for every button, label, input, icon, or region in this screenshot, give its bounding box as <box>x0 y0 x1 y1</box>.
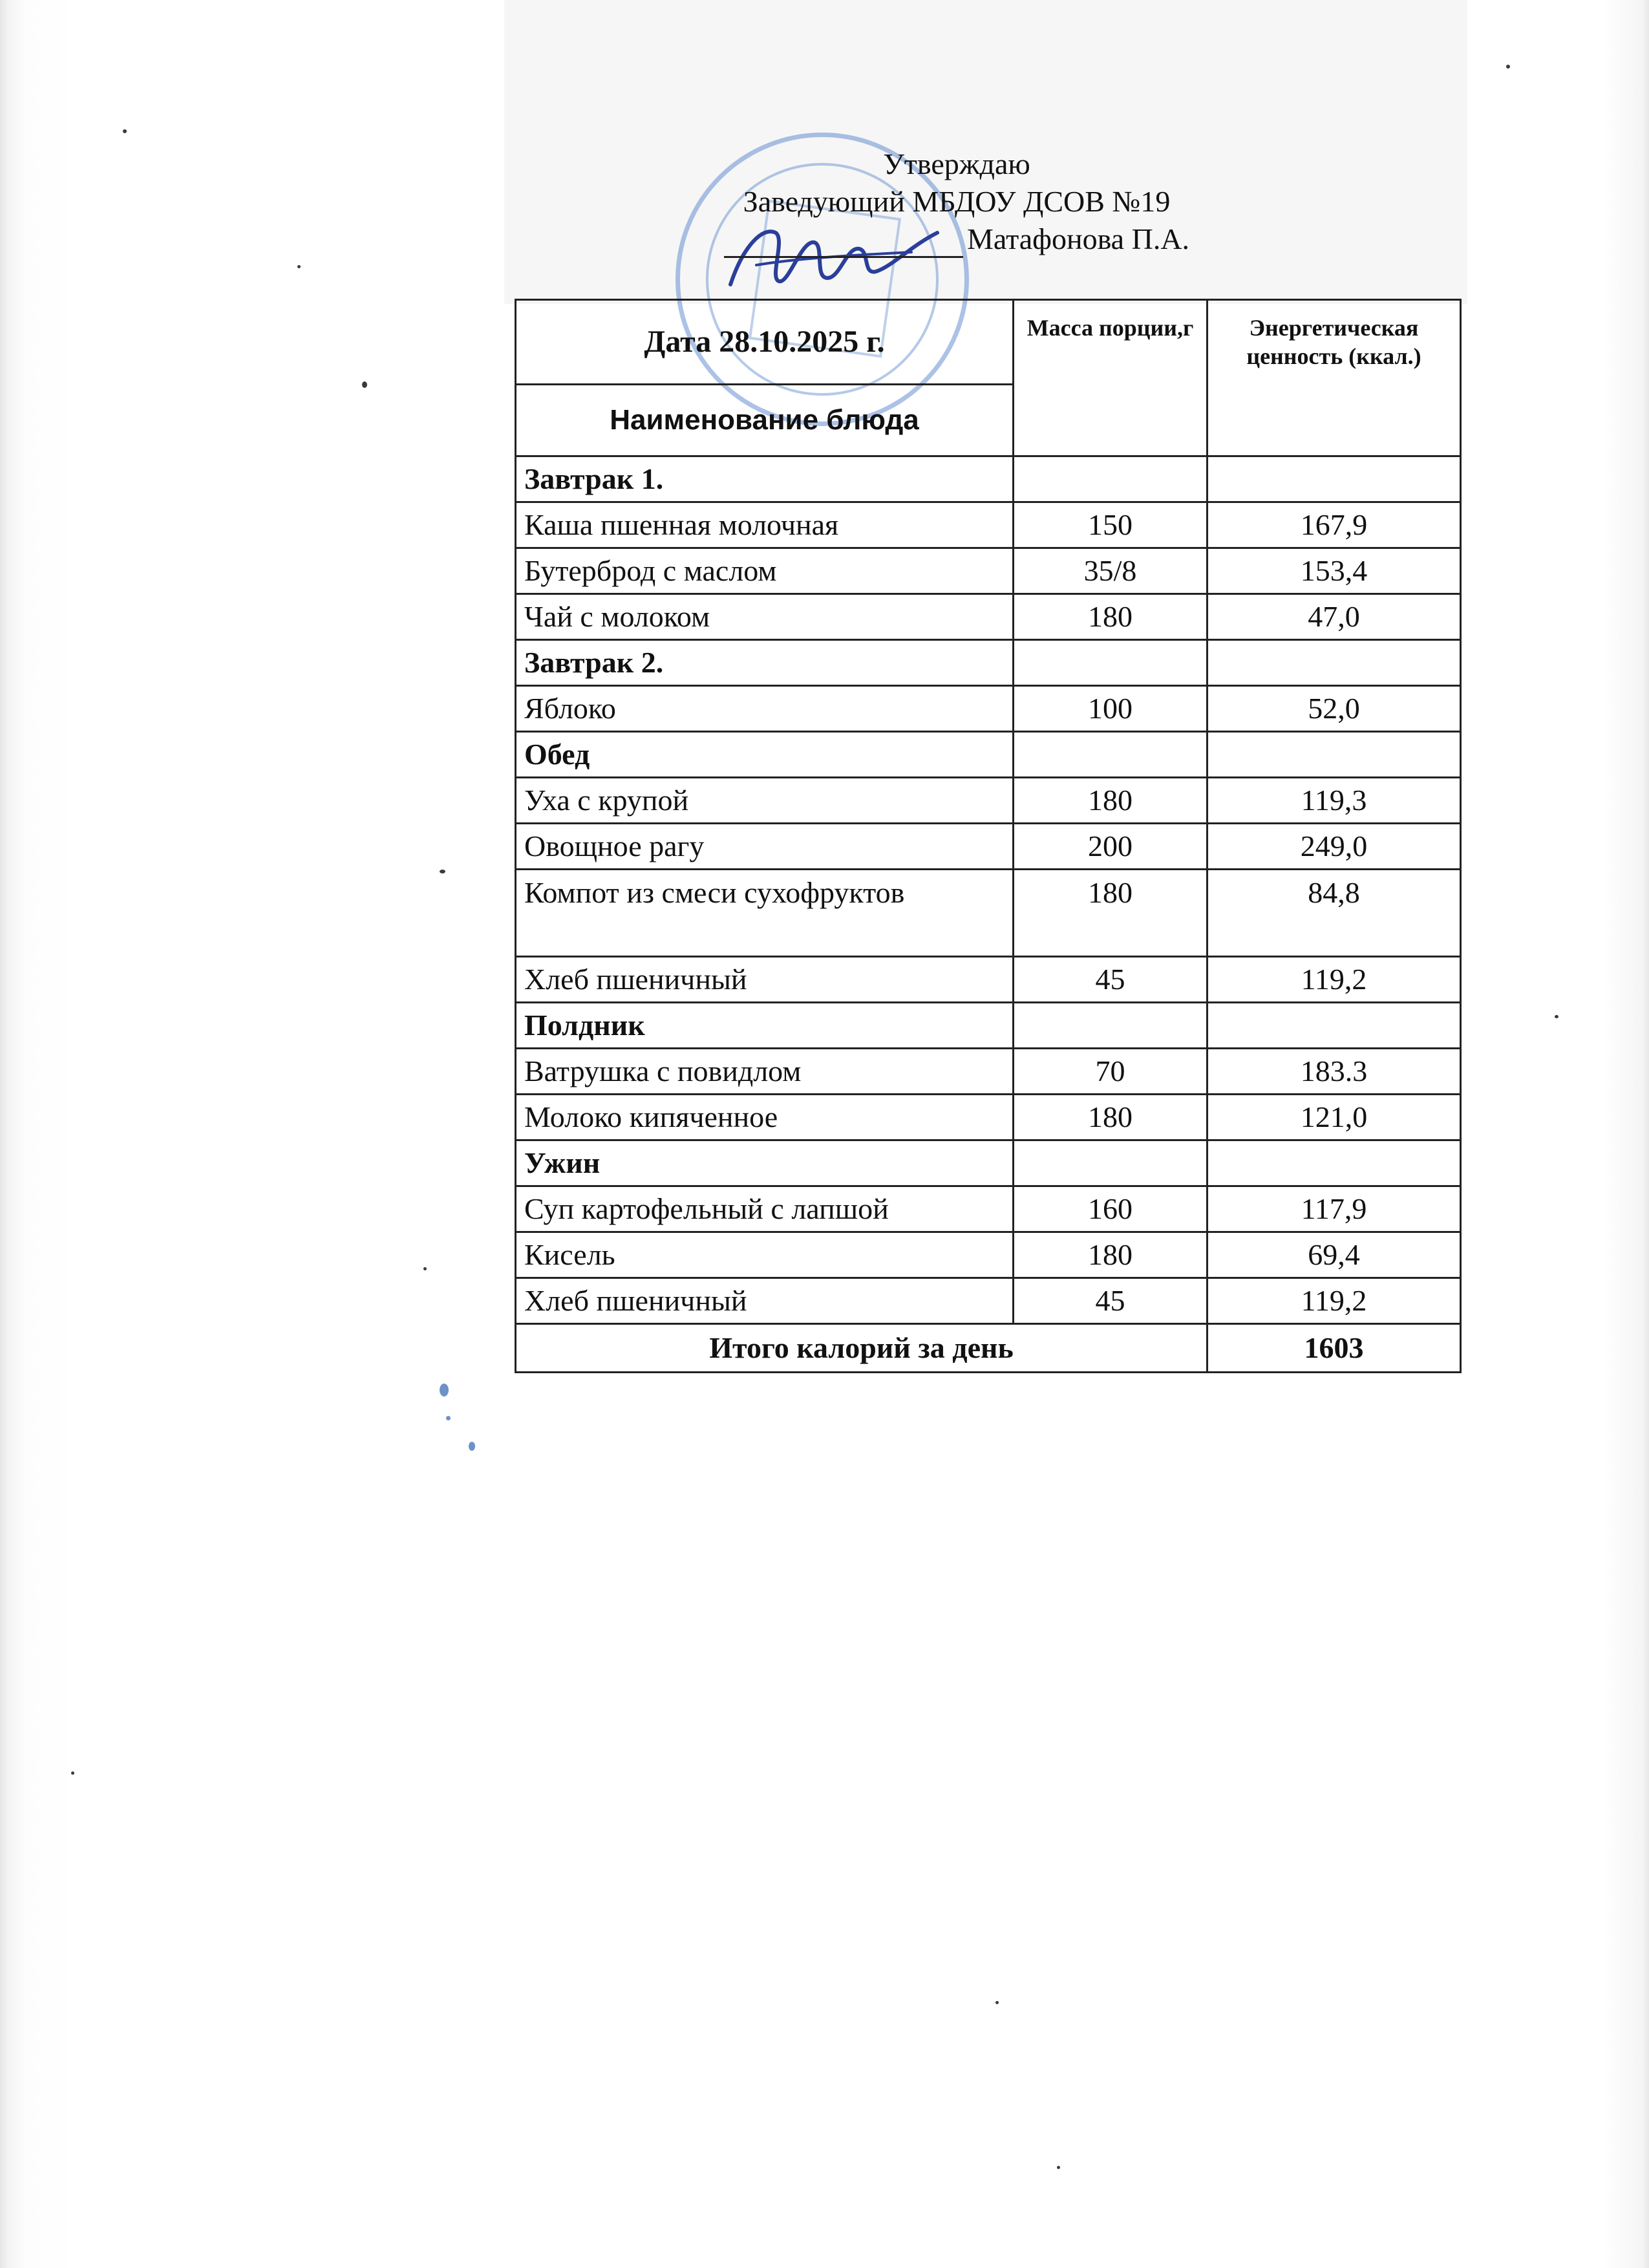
dish-name: Хлеб пшеничный <box>516 957 1014 1003</box>
dish-mass: 180 <box>1014 870 1207 957</box>
total-value: 1603 <box>1207 1324 1461 1373</box>
table-row <box>516 502 1461 548</box>
table-row <box>516 686 1461 732</box>
scan-speck <box>1555 1015 1559 1018</box>
approval-signature-line <box>646 220 1267 258</box>
total-row <box>516 1324 1461 1373</box>
approval-title: Утверждаю <box>883 147 1030 180</box>
scan-speck <box>423 1267 427 1270</box>
dish-kcal: 167,9 <box>1207 502 1461 548</box>
dish-kcal: 183.3 <box>1207 1049 1461 1095</box>
dish-kcal: 84,8 <box>1207 870 1461 957</box>
section-title: Завтрак 1. <box>516 456 1014 502</box>
section-row <box>516 732 1461 778</box>
dish-mass: 45 <box>1014 1278 1207 1324</box>
scan-speck <box>446 1416 451 1420</box>
dish-mass: 200 <box>1014 824 1207 870</box>
dish-mass: 180 <box>1014 1232 1207 1278</box>
scan-speck <box>469 1442 475 1451</box>
dish-kcal: 121,0 <box>1207 1095 1461 1140</box>
signature-blank <box>724 224 963 258</box>
scan-speck <box>71 1771 74 1775</box>
dish-name: Компот из смеси сухофруктов <box>516 870 1014 957</box>
section-title: Завтрак 2. <box>516 640 1014 686</box>
mass-header: Масса порции,г <box>1014 300 1207 456</box>
dish-mass: 180 <box>1014 1095 1207 1140</box>
dish-mass: 45 <box>1014 957 1207 1003</box>
table-row <box>516 594 1461 640</box>
dish-kcal: 52,0 <box>1207 686 1461 732</box>
dish-name: Ватрушка с повидлом <box>516 1049 1014 1095</box>
table-row <box>516 824 1461 870</box>
table-row <box>516 957 1461 1003</box>
scan-speck <box>123 129 127 133</box>
energy-header: Энергетическая ценность (ккал.) <box>1207 300 1461 456</box>
dish-name: Чай с молоком <box>516 594 1014 640</box>
dish-name: Уха с крупой <box>516 778 1014 824</box>
scan-speck <box>297 265 301 268</box>
dish-kcal: 117,9 <box>1207 1186 1461 1232</box>
table-row <box>516 1186 1461 1232</box>
dish-mass: 180 <box>1014 778 1207 824</box>
dish-kcal: 119,3 <box>1207 778 1461 824</box>
table-row <box>516 1049 1461 1095</box>
dish-kcal: 69,4 <box>1207 1232 1461 1278</box>
table-row <box>516 1278 1461 1324</box>
section-title: Полдник <box>516 1003 1014 1049</box>
section-row <box>516 1140 1461 1186</box>
dish-kcal: 153,4 <box>1207 548 1461 594</box>
dish-mass: 100 <box>1014 686 1207 732</box>
dish-kcal: 47,0 <box>1207 594 1461 640</box>
section-title: Ужин <box>516 1140 1014 1186</box>
dish-mass: 150 <box>1014 502 1207 548</box>
total-label: Итого калорий за день <box>516 1324 1207 1373</box>
dish-name: Суп картофельный с лапшой <box>516 1186 1014 1232</box>
dish-kcal: 119,2 <box>1207 1278 1461 1324</box>
approval-signer: Матафонова П.А. <box>966 222 1190 255</box>
table-row <box>516 1232 1461 1278</box>
table-row <box>516 778 1461 824</box>
section-row <box>516 1003 1461 1049</box>
scan-speck <box>1506 65 1510 69</box>
dish-mass: 180 <box>1014 594 1207 640</box>
dish-name: Бутерброд с маслом <box>516 548 1014 594</box>
dish-name-header: Наименование блюда <box>516 385 1014 456</box>
scan-speck <box>1057 2166 1060 2169</box>
table-row <box>516 1095 1461 1140</box>
section-row <box>516 456 1461 502</box>
dish-name: Хлеб пшеничный <box>516 1278 1014 1324</box>
section-row <box>516 640 1461 686</box>
scan-speck <box>440 870 445 873</box>
dish-kcal: 119,2 <box>1207 957 1461 1003</box>
menu-table <box>515 299 1462 1373</box>
dish-mass: 35/8 <box>1014 548 1207 594</box>
dish-name: Овощное рагу <box>516 824 1014 870</box>
dish-name: Кисель <box>516 1232 1014 1278</box>
table-row <box>516 548 1461 594</box>
section-title: Обед <box>516 732 1014 778</box>
scan-speck <box>362 381 367 388</box>
dish-kcal: 249,0 <box>1207 824 1461 870</box>
dish-name: Каша пшенная молочная <box>516 502 1014 548</box>
table-row <box>516 870 1461 957</box>
dish-mass: 160 <box>1014 1186 1207 1232</box>
scan-speck <box>440 1384 449 1396</box>
dish-mass: 70 <box>1014 1049 1207 1095</box>
dish-name: Яблоко <box>516 686 1014 732</box>
approval-position: Заведующий МБДОУ ДСОВ №19 <box>743 185 1171 218</box>
date-header: Дата 28.10.2025 г. <box>516 300 1014 385</box>
dish-name: Молоко кипяченное <box>516 1095 1014 1140</box>
scan-speck <box>995 2001 999 2004</box>
approval-block <box>646 145 1267 258</box>
